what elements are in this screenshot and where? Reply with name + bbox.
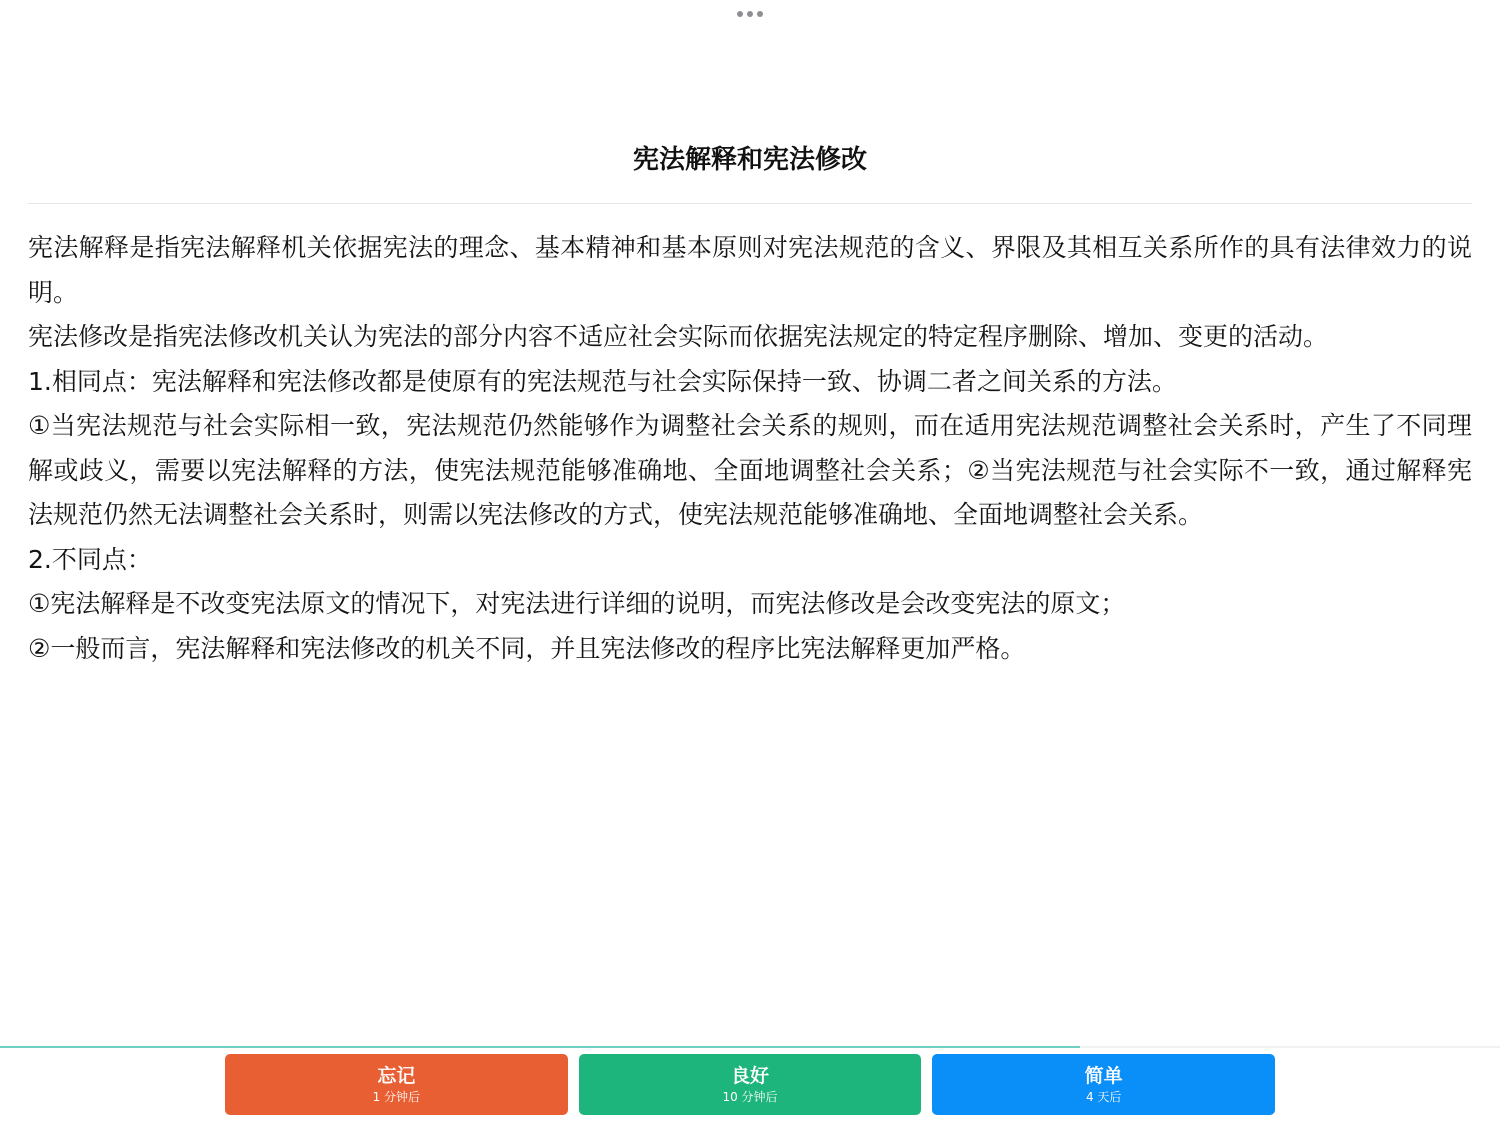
- ellipsis-icon: [737, 11, 743, 17]
- ellipsis-icon: [757, 11, 763, 17]
- rating-bar: [225, 1054, 1275, 1115]
- card-title: 宪法解释和宪法修改: [632, 145, 867, 175]
- card-paragraph: ①宪法解释是不改变宪法原文的情况下，对宪法进行详细的说明，而宪法修改是会改变宪法的原文；: [28, 589, 1126, 618]
- card-paragraph: ①当宪法规范与社会实际相一致，宪法规范仍然能够作为调整社会关系的规则，而在适用宪法规范调整社会关系时，产生了不同理解或歧义，需要以宪法解释的方法，使宪法规范能够准确地、全面地调整社会关系；②当宪法规范与社会实际不一致，通过解释宪法规范仍然无法调整社会关系时，则需以宪法修改的方式，使宪法规范能够准确地、全面地调整社会关系。: [28, 411, 1472, 529]
- card-paragraph: ②一般而言，宪法解释和宪法修改的机关不同，并且宪法修改的程序比宪法解释更加严格。: [28, 633, 1026, 663]
- card-paragraph: 宪法解释是指宪法解释机关依据宪法的理念、基本精神和基本原则对宪法规范的含义、界限及其相互关系所作的具有法律效力的说明。: [28, 233, 1472, 307]
- more-options-button[interactable]: [720, 4, 780, 24]
- card-paragraph: 宪法修改是指宪法修改机关认为宪法的部分内容不适应社会实际而依据宪法规定的特定程序删除、增加、变更的活动。: [28, 322, 1329, 351]
- ellipsis-icon: [747, 11, 753, 17]
- review-progress-bar: [0, 1046, 1500, 1048]
- title-divider: [28, 203, 1472, 204]
- easy-button-label: 简单: [1084, 1065, 1123, 1087]
- again-button[interactable]: [225, 1054, 568, 1115]
- again-button-interval: 1 分钟后: [372, 1090, 421, 1104]
- again-button-label: 忘记: [377, 1065, 416, 1087]
- good-button-interval: 10 分钟后: [722, 1090, 778, 1104]
- easy-button[interactable]: [932, 1054, 1275, 1115]
- easy-button-interval: 4 天后: [1085, 1090, 1122, 1104]
- card-paragraph: 2.不同点：: [28, 544, 152, 574]
- card-body: [28, 226, 1472, 671]
- good-button[interactable]: [579, 1054, 922, 1115]
- card-paragraph: 1.相同点：宪法解释和宪法修改都是使原有的宪法规范与社会实际保持一致、协调二者之间关系的方法。: [28, 366, 1177, 396]
- good-button-label: 良好: [731, 1065, 770, 1087]
- review-progress-fill: [0, 1046, 1080, 1048]
